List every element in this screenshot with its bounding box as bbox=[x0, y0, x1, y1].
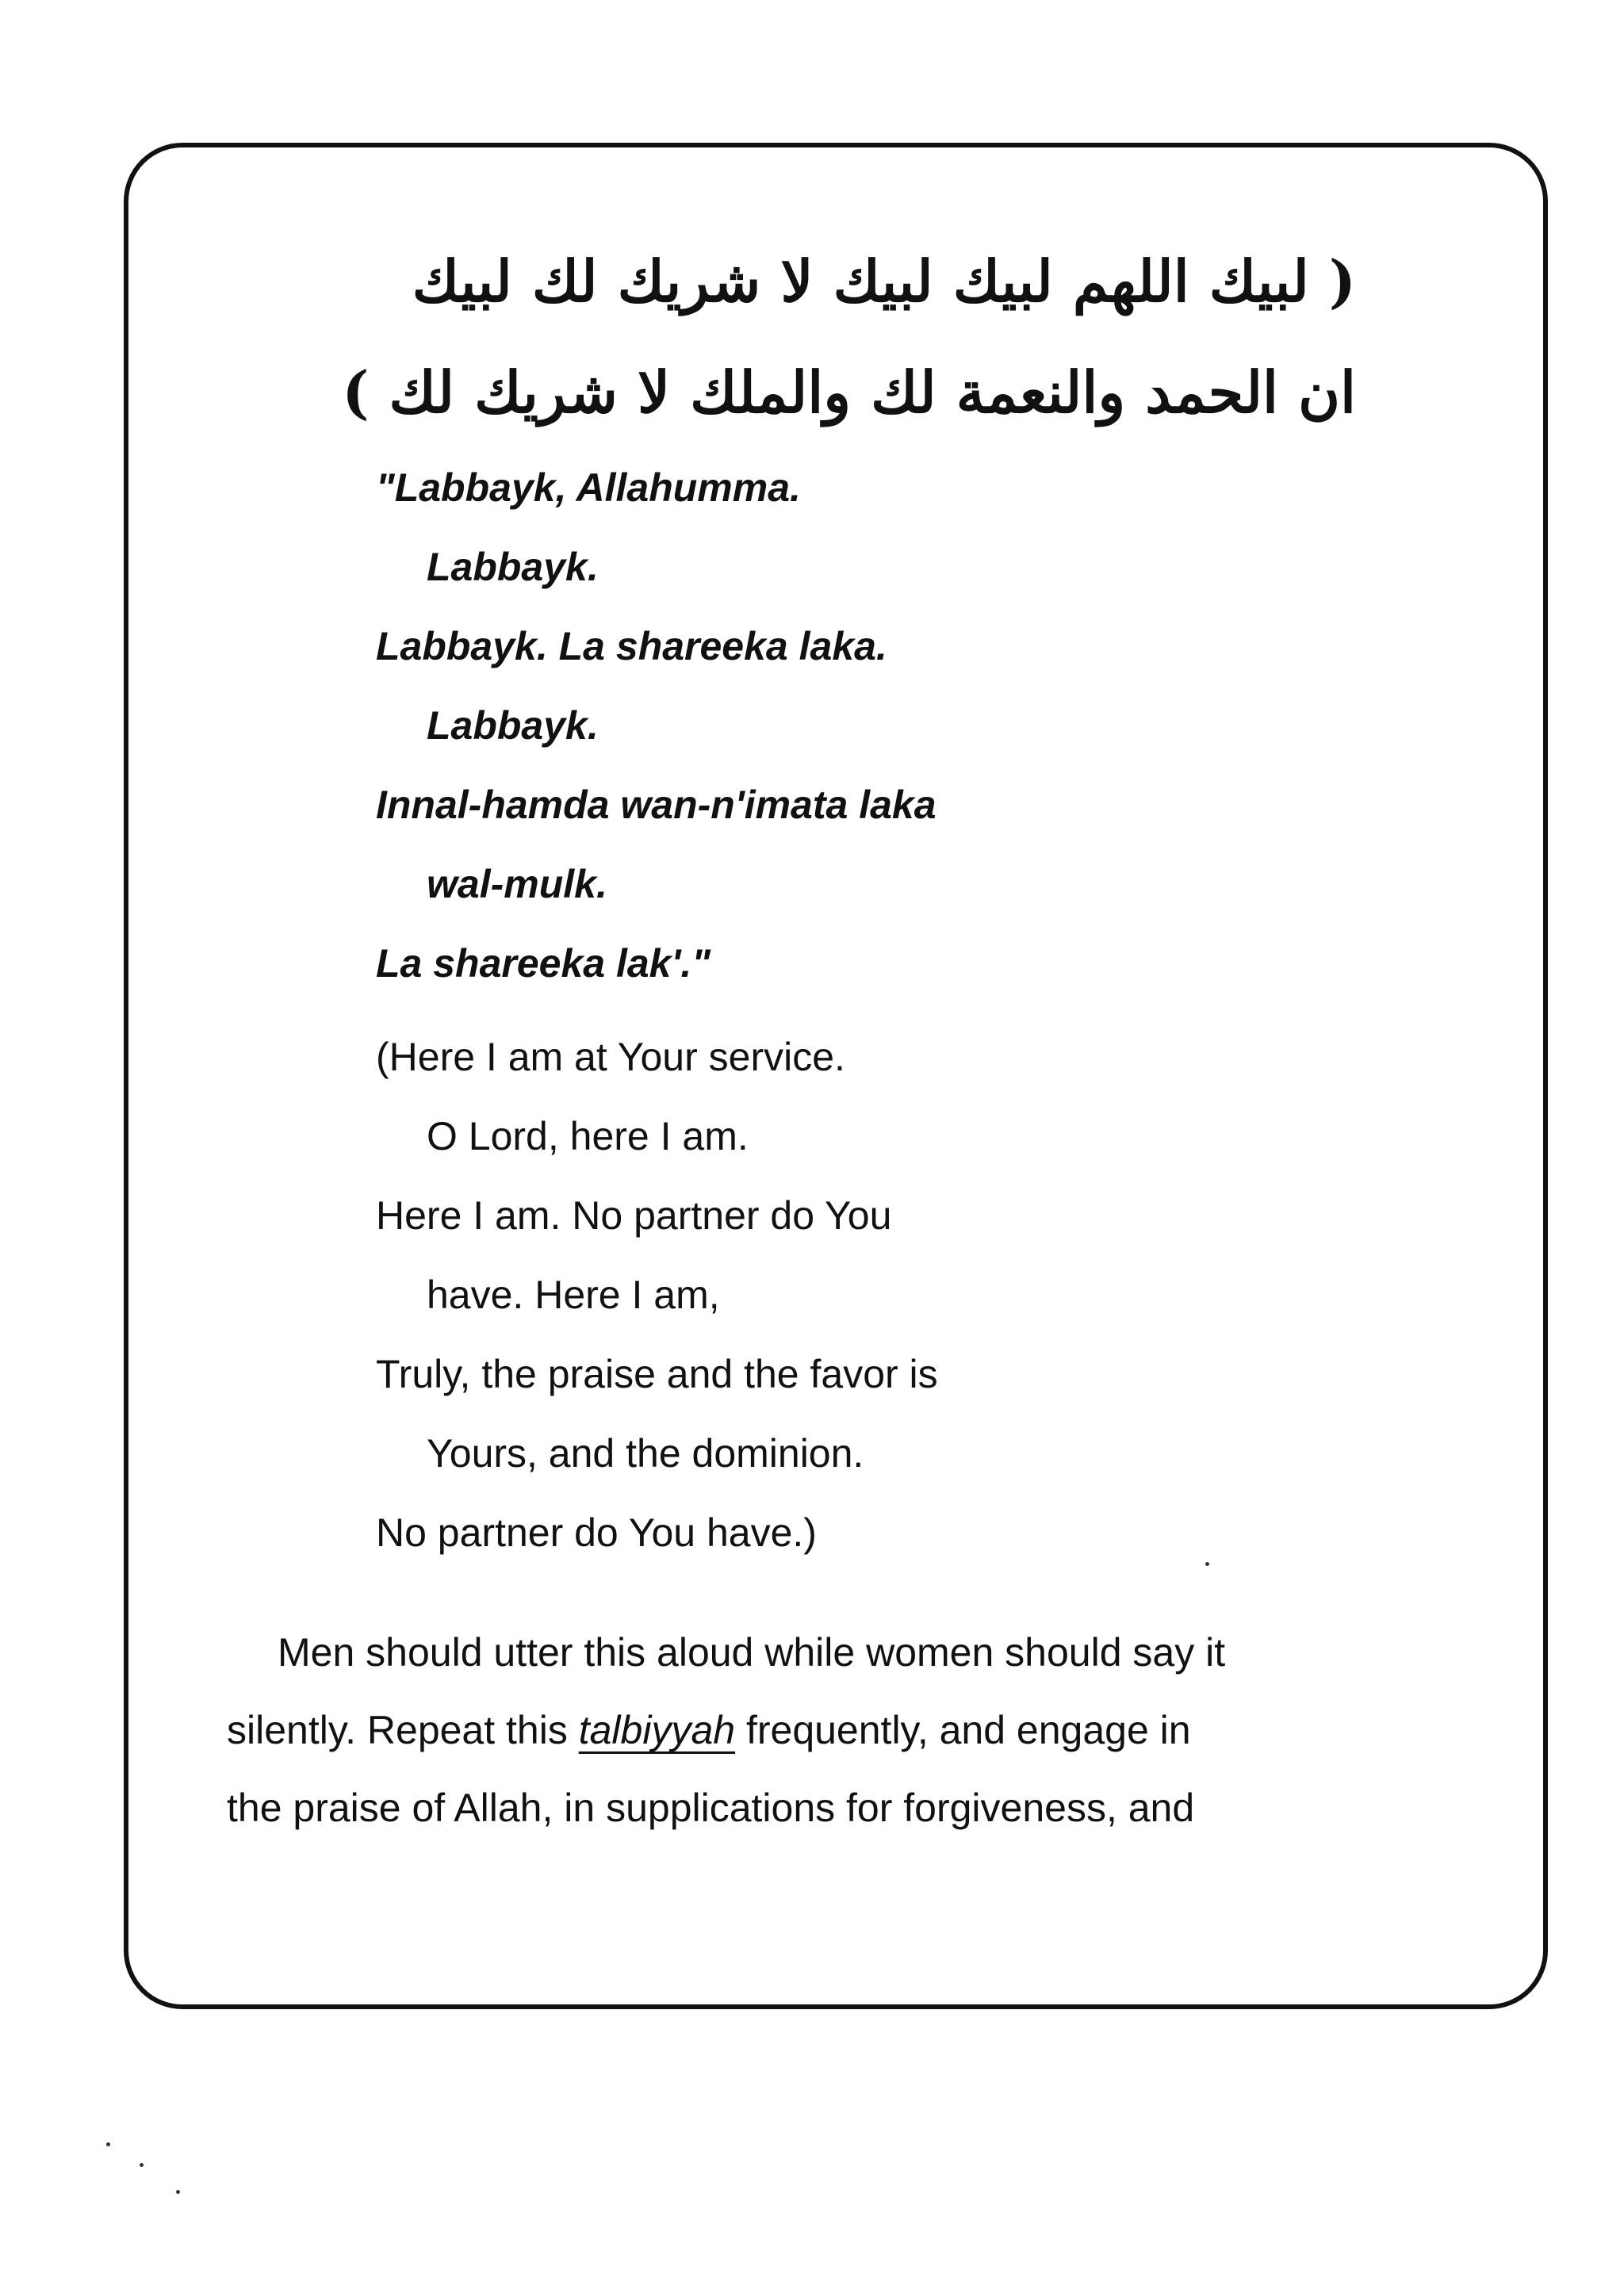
instruction-paragraph bbox=[227, 1614, 1464, 1847]
transliteration-line: Labbayk. bbox=[427, 703, 599, 748]
paragraph-line-3: the praise of Allah, in supplications for forgiveness, and bbox=[227, 1786, 1195, 1830]
paragraph-line-1: Men should utter this aloud while women should say it bbox=[278, 1630, 1226, 1675]
talbiyyah-term: talbiyyah bbox=[578, 1708, 736, 1752]
transliteration-line: Innal-hamda wan-n'imata laka bbox=[376, 783, 936, 827]
transliteration-line: Labbayk. La shareeka laka. bbox=[376, 624, 887, 668]
arabic-talbiyah-line-2: ان الحمد والنعمة لك والملك لا شريك لك ) bbox=[342, 358, 1356, 426]
scan-speck bbox=[106, 2142, 110, 2146]
paragraph-line-2-end: frequently, and engage in bbox=[735, 1708, 1191, 1752]
scan-speck bbox=[176, 2190, 180, 2194]
translation-line: No partner do You have.) bbox=[376, 1510, 817, 1555]
scan-speck bbox=[1205, 1562, 1209, 1566]
transliteration-block bbox=[376, 448, 936, 1003]
translation-line: Here I am. No partner do You bbox=[376, 1193, 892, 1238]
paragraph-line-2-start: silently. Repeat this bbox=[227, 1708, 579, 1752]
paragraph-line-2 bbox=[227, 1691, 1464, 1769]
translation-line: (Here I am at Your service. bbox=[376, 1035, 845, 1079]
translation-block bbox=[376, 1017, 938, 1572]
translation-line: O Lord, here I am. bbox=[427, 1114, 749, 1158]
transliteration-line: La shareeka lak'." bbox=[376, 941, 710, 986]
arabic-talbiyah-line-1: ( لبيك اللهم لبيك لبيك لا شريك لك لبيك bbox=[412, 247, 1356, 315]
translation-line: Yours, and the dominion. bbox=[427, 1431, 864, 1476]
transliteration-line: Labbayk. bbox=[427, 545, 599, 589]
translation-line: Truly, the praise and the favor is bbox=[376, 1352, 938, 1396]
scan-speck bbox=[140, 2163, 144, 2167]
transliteration-line: wal-mulk. bbox=[427, 862, 607, 906]
transliteration-line: "Labbayk, Allahumma. bbox=[376, 465, 801, 510]
translation-line: have. Here I am, bbox=[427, 1273, 720, 1317]
